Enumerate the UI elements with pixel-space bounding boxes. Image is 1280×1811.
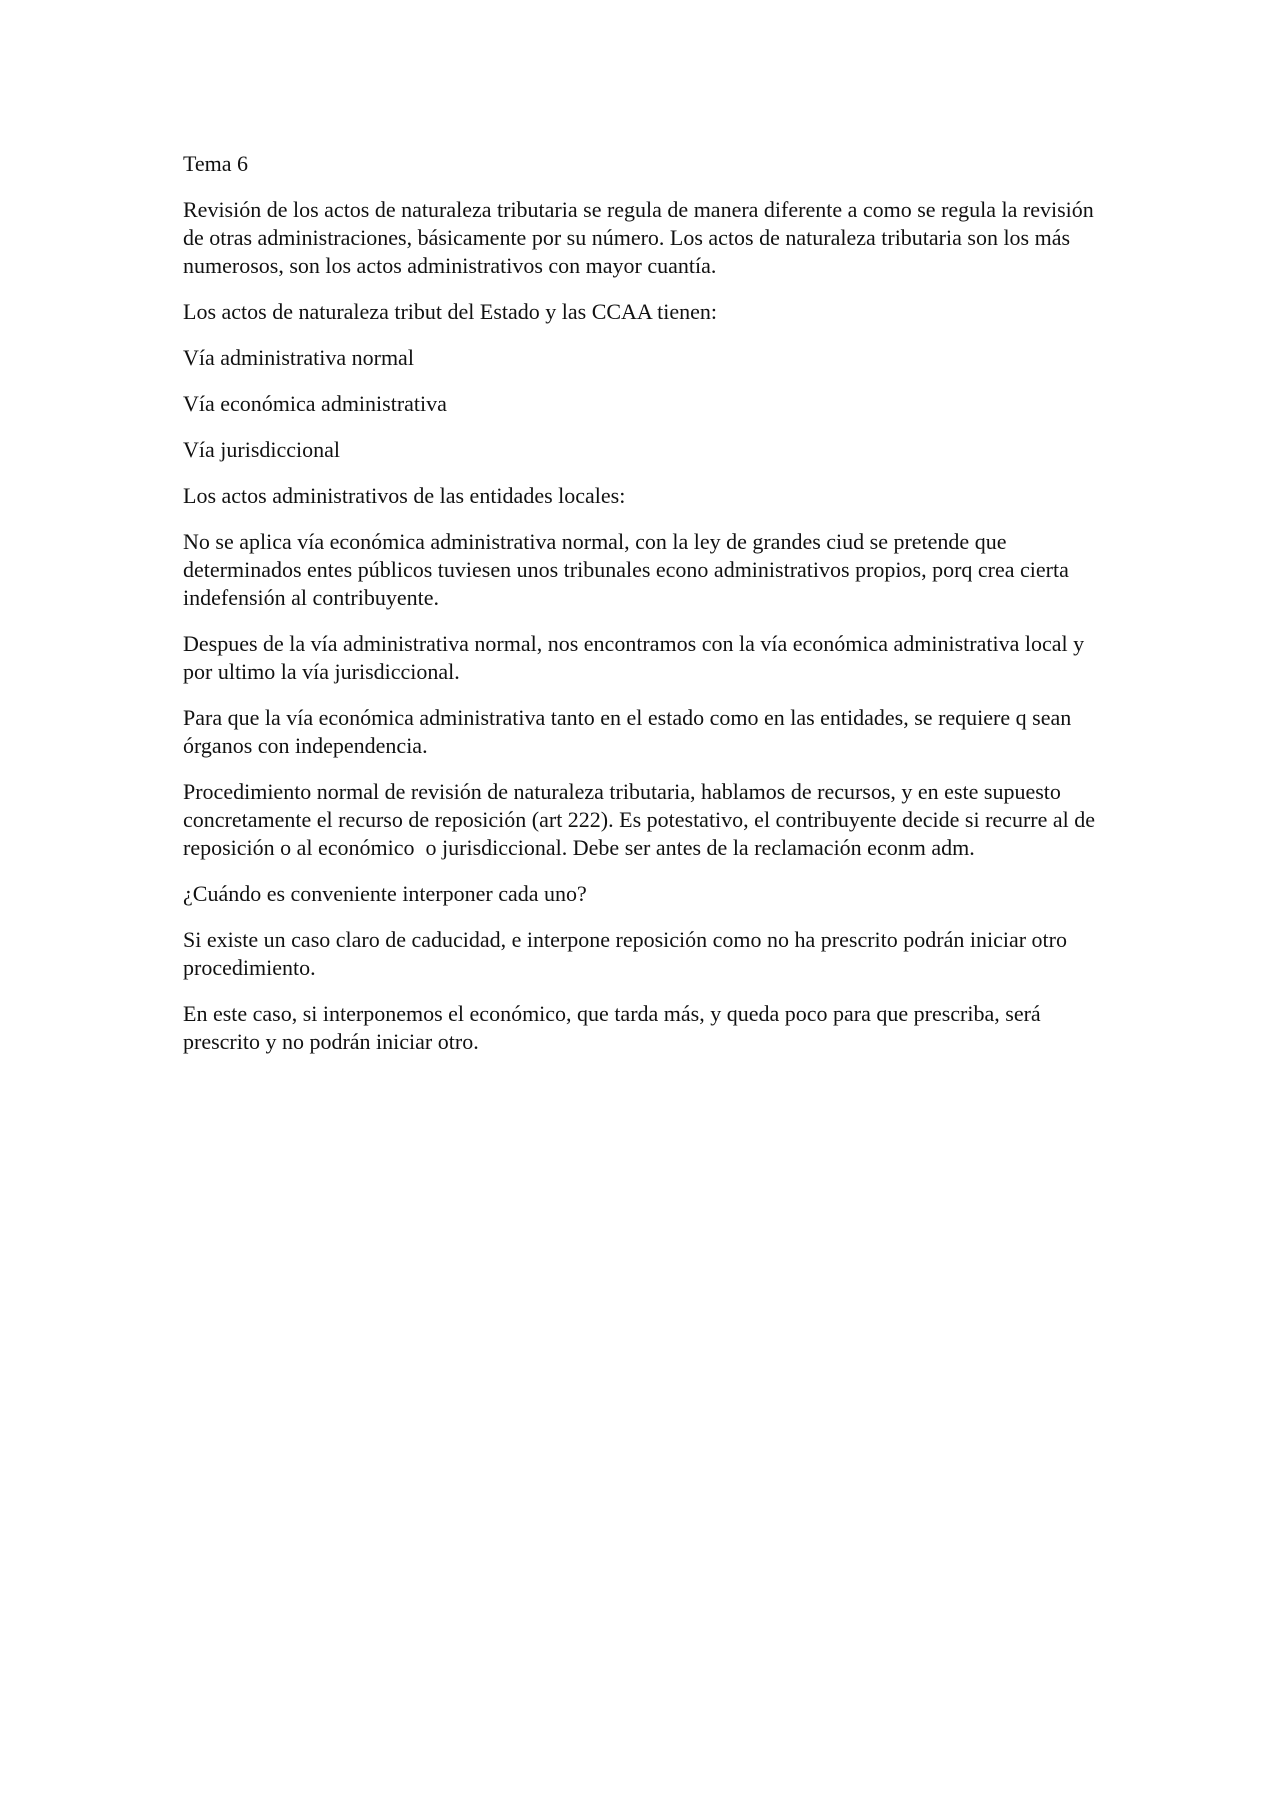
paragraph-9: Para que la vía económica administrativa tanto en el estado como en las entidades, se requiere q sean órganos con independencia.: [183, 705, 1077, 758]
paragraph-7: No se aplica vía económica administrativa normal, con la ley de grandes ciud se pretende que determinados entes públicos tuviesen unos tribunales econo administrativos propios, porq crea cierta indefensión al contribuyente.: [183, 529, 1075, 610]
document-body: [183, 150, 1103, 1074]
paragraph-12: Si existe un caso claro de caducidad, e interpone reposición como no ha prescrito podrán iniciar otro procedimiento.: [183, 927, 1073, 980]
paragraph-6: Los actos administrativos de las entidades locales:: [183, 483, 626, 508]
paragraph-4: Vía económica administrativa: [183, 391, 447, 416]
paragraph-8: Despues de la vía administrativa normal, nos encontramos con la vía económica administrativa local y por ultimo la vía jurisdiccional.: [183, 631, 1090, 684]
paragraph-10: Procedimiento normal de revisión de naturaleza tributaria, hablamos de recursos, y en este supuesto concretamente el recurso de reposición (art 222). Es potestativo, el contribuyente decide si recurre al de reposición o al económico o jurisdiccional. Debe ser antes de la reclamación econm adm.: [183, 779, 1101, 860]
paragraph-3: Vía administrativa normal: [183, 345, 414, 370]
paragraph-13: En este caso, si interponemos el económico, que tarda más, y queda poco para que prescriba, será prescrito y no podrán iniciar otro.: [183, 1001, 1047, 1054]
paragraph-5: Vía jurisdiccional: [183, 437, 341, 462]
document-title: Tema 6: [183, 151, 249, 176]
paragraph-11: ¿Cuándo es conveniente interponer cada uno?: [183, 881, 587, 906]
paragraph-2: Los actos de naturaleza tribut del Estado y las CCAA tienen:: [183, 299, 717, 324]
paragraph-1: Revisión de los actos de naturaleza tributaria se regula de manera diferente a como se regula la revisión de otras administraciones, básicamente por su número. Los actos de naturaleza tributaria son los más numerosos, son los actos administrativos con mayor cuantía.: [183, 197, 1100, 278]
